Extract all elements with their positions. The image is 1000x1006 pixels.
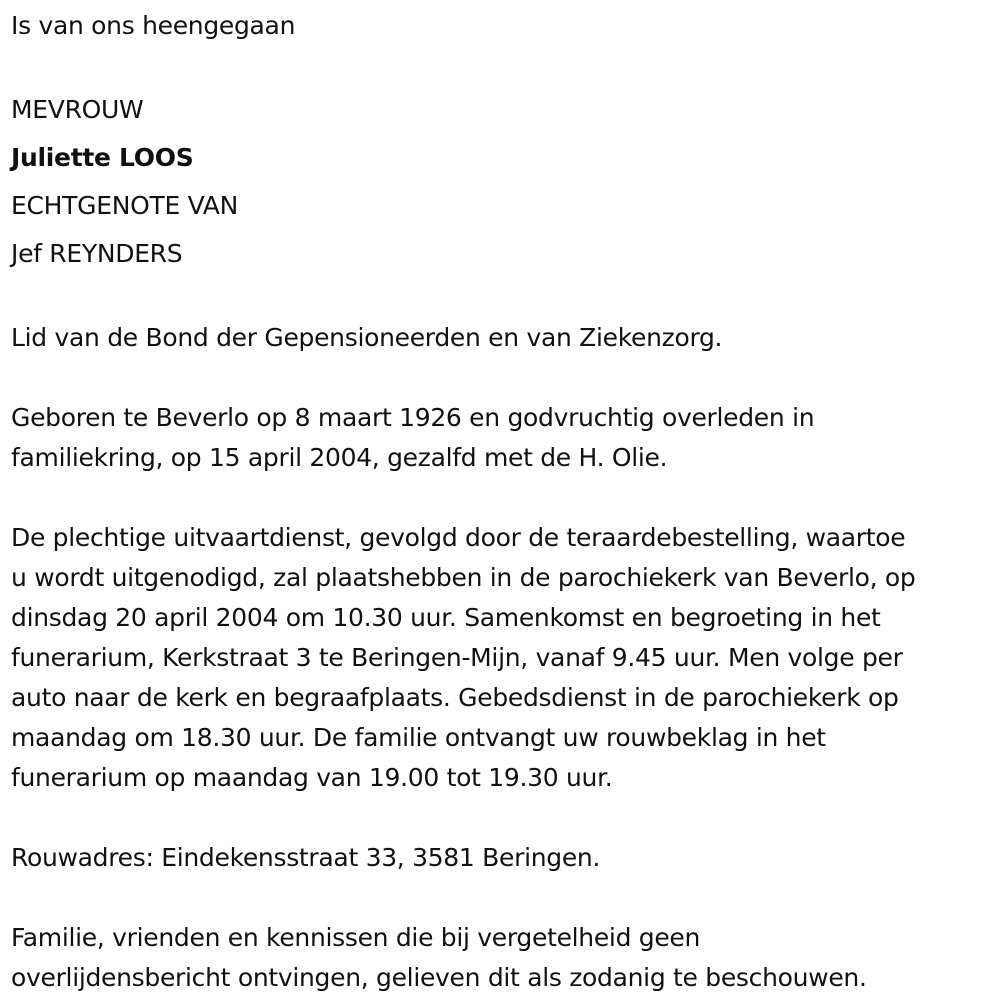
intro-text: Is van ons heengegaan (11, 11, 296, 40)
paragraph-line: maandag om 18.30 uur. De familie ontvangt uw rouwbeklag in het (11, 723, 826, 752)
paragraph-line: Geboren te Beverlo op 8 maart 1926 en godvruchtig overleden in (11, 403, 815, 432)
paragraph-line: familiekring, op 15 april 2004, gezalfd met de H. Olie. (11, 443, 668, 472)
paragraph-line: funerarium, Kerkstraat 3 te Beringen-Mijn, vanaf 9.45 uur. Men volge per (11, 643, 903, 672)
ceremony-paragraph (11, 518, 996, 798)
spacer (11, 478, 996, 518)
title-prefix: MEVROUW (11, 95, 144, 124)
closing-paragraph (11, 918, 996, 998)
paragraph-line: u wordt uitgenodigd, zal plaatshebben in de parochiekerk van Beverlo, op (11, 563, 916, 592)
paragraph-line: auto naar de kerk en begraafplaats. Gebedsdienst in de parochiekerk op (11, 683, 899, 712)
obituary-notice (11, 6, 996, 998)
address-text: Rouwadres: Eindekensstraat 33, 3581 Beringen. (11, 843, 601, 872)
membership-text: Lid van de Bond der Gepensioneerden en van Ziekenzorg. (11, 323, 723, 352)
paragraph-line: De plechtige uitvaartdienst, gevolgd door de teraardebestelling, waartoe (11, 523, 906, 552)
relation-label: ECHTGENOTE VAN (11, 191, 238, 220)
paragraph-line: Familie, vrienden en kennissen die bij vergetelheid geen (11, 923, 701, 952)
name-block (11, 86, 996, 278)
paragraph-line: funerarium op maandag van 19.00 tot 19.30 uur. (11, 763, 613, 792)
spacer (11, 46, 996, 54)
birth-death-paragraph (11, 398, 996, 478)
spacer (11, 358, 996, 398)
deceased-name: Juliette LOOS (11, 143, 194, 172)
paragraph-line: dinsdag 20 april 2004 om 10.30 uur. Samenkomst en begroeting in het (11, 603, 881, 632)
spacer (11, 878, 996, 918)
spacer (11, 798, 996, 838)
paragraph-line: overlijdensbericht ontvingen, gelieven dit als zodanig te beschouwen. (11, 963, 867, 992)
spouse-name: Jef REYNDERS (11, 239, 183, 268)
spacer (11, 278, 996, 318)
